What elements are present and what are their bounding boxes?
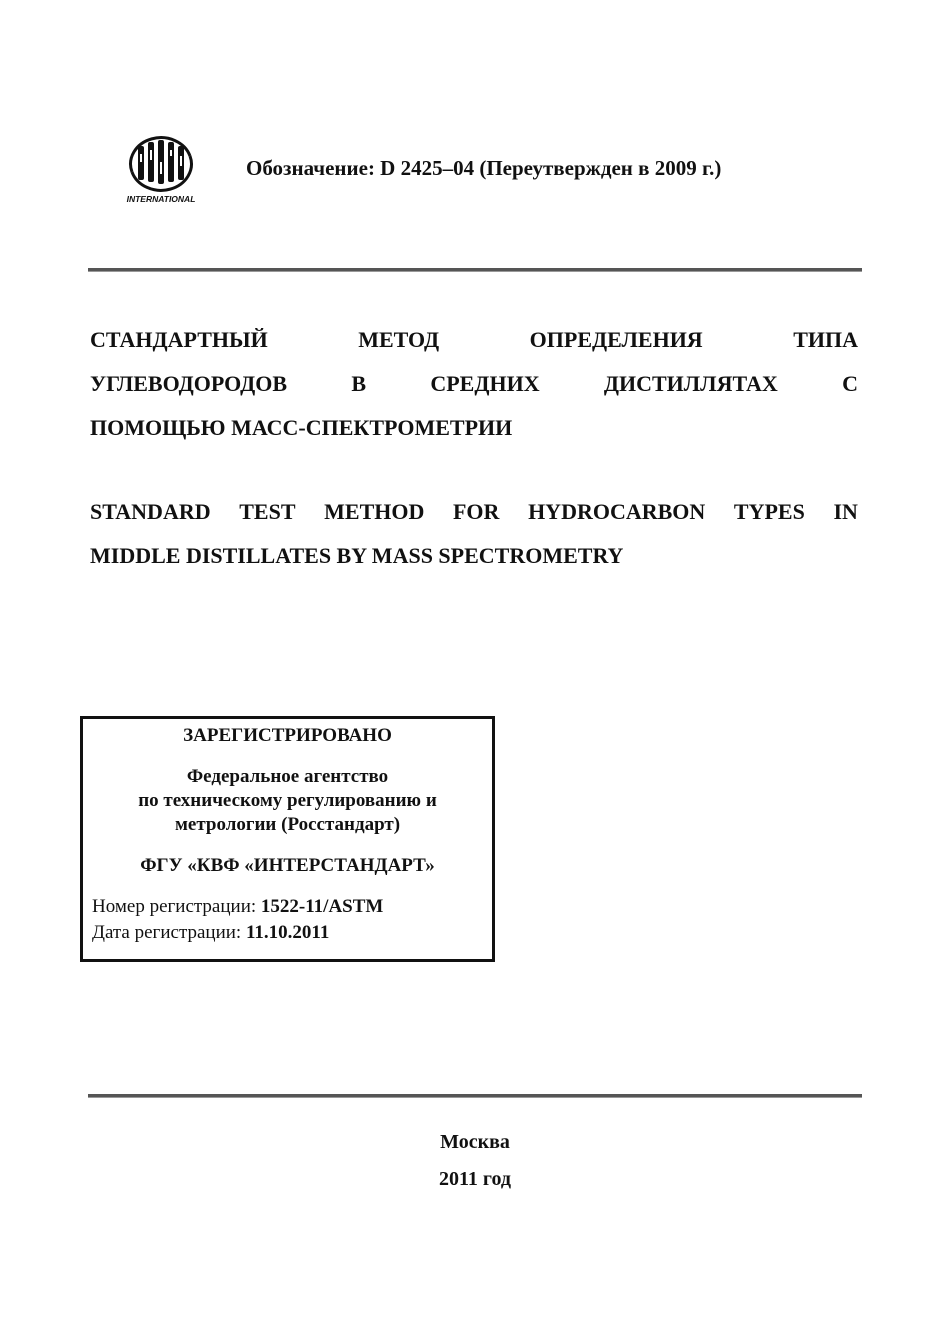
agency-line: метрологии (Росстандарт): [174, 814, 401, 835]
publication-year: 2011 год: [438, 1168, 512, 1190]
registration-box: [80, 716, 495, 962]
title-en-line-1: [90, 490, 858, 534]
title-word: TEST: [239, 499, 296, 524]
registration-date-value: 11.10.2011: [245, 922, 330, 943]
title-word: СРЕДНИХ: [430, 371, 540, 396]
registration-organization: ФГУ «КВФ «ИНТЕРСТАНДАРТ»: [140, 855, 435, 876]
registration-number-value: 1522-11/ASTM: [260, 896, 384, 917]
top-divider: [88, 268, 862, 272]
title-word: IN: [833, 499, 858, 524]
publication-city: Москва: [440, 1131, 510, 1153]
title-word: ДИСТИЛЛЯТАХ: [603, 371, 778, 396]
title-word: STANDARD: [90, 499, 211, 524]
title-ru-line-1: [90, 318, 858, 362]
title-word: HYDROCARBON: [528, 499, 706, 524]
document-designation: Обозначение: D 2425–04 (Переутвержден в 2009 г.): [246, 156, 722, 180]
title-word: ОПРЕДЕЛЕНИЯ: [529, 327, 703, 352]
title-word: METHOD: [324, 499, 425, 524]
registration-date: [92, 922, 329, 944]
registration-agency: [83, 765, 492, 837]
title-ru-line-3: ПОМОЩЬЮ МАСС-СПЕКТРОМЕТРИИ: [90, 415, 513, 440]
astm-logo: [118, 134, 204, 208]
registration-number-label: Номер регистрации:: [92, 896, 257, 917]
title-ru-line-2: [90, 362, 858, 406]
title-word: СТАНДАРТНЫЙ: [90, 327, 268, 352]
registration-date-label: Дата регистрации:: [92, 922, 242, 943]
title-russian: [90, 318, 858, 450]
title-word: TYPES: [733, 499, 805, 524]
title-word: УГЛЕВОДОРОДОВ: [90, 371, 288, 396]
title-word: В: [351, 371, 367, 396]
title-word: МЕТОД: [358, 327, 440, 352]
title-english: [90, 490, 858, 578]
title-word: FOR: [452, 499, 500, 524]
astm-logo-icon: [118, 134, 204, 194]
title-word: С: [842, 371, 858, 396]
registration-heading: ЗАРЕГИСТРИРОВАНО: [183, 725, 392, 746]
agency-line: Федеральное агентство: [186, 766, 389, 787]
bottom-divider: [88, 1094, 862, 1098]
title-word: ТИПА: [793, 327, 858, 352]
agency-line: по техническому регулированию и: [138, 790, 437, 811]
logo-caption: INTERNATIONAL: [126, 194, 196, 204]
registration-number: [92, 896, 383, 918]
title-en-line-2: MIDDLE DISTILLATES BY MASS SPECTROMETRY: [90, 543, 624, 568]
